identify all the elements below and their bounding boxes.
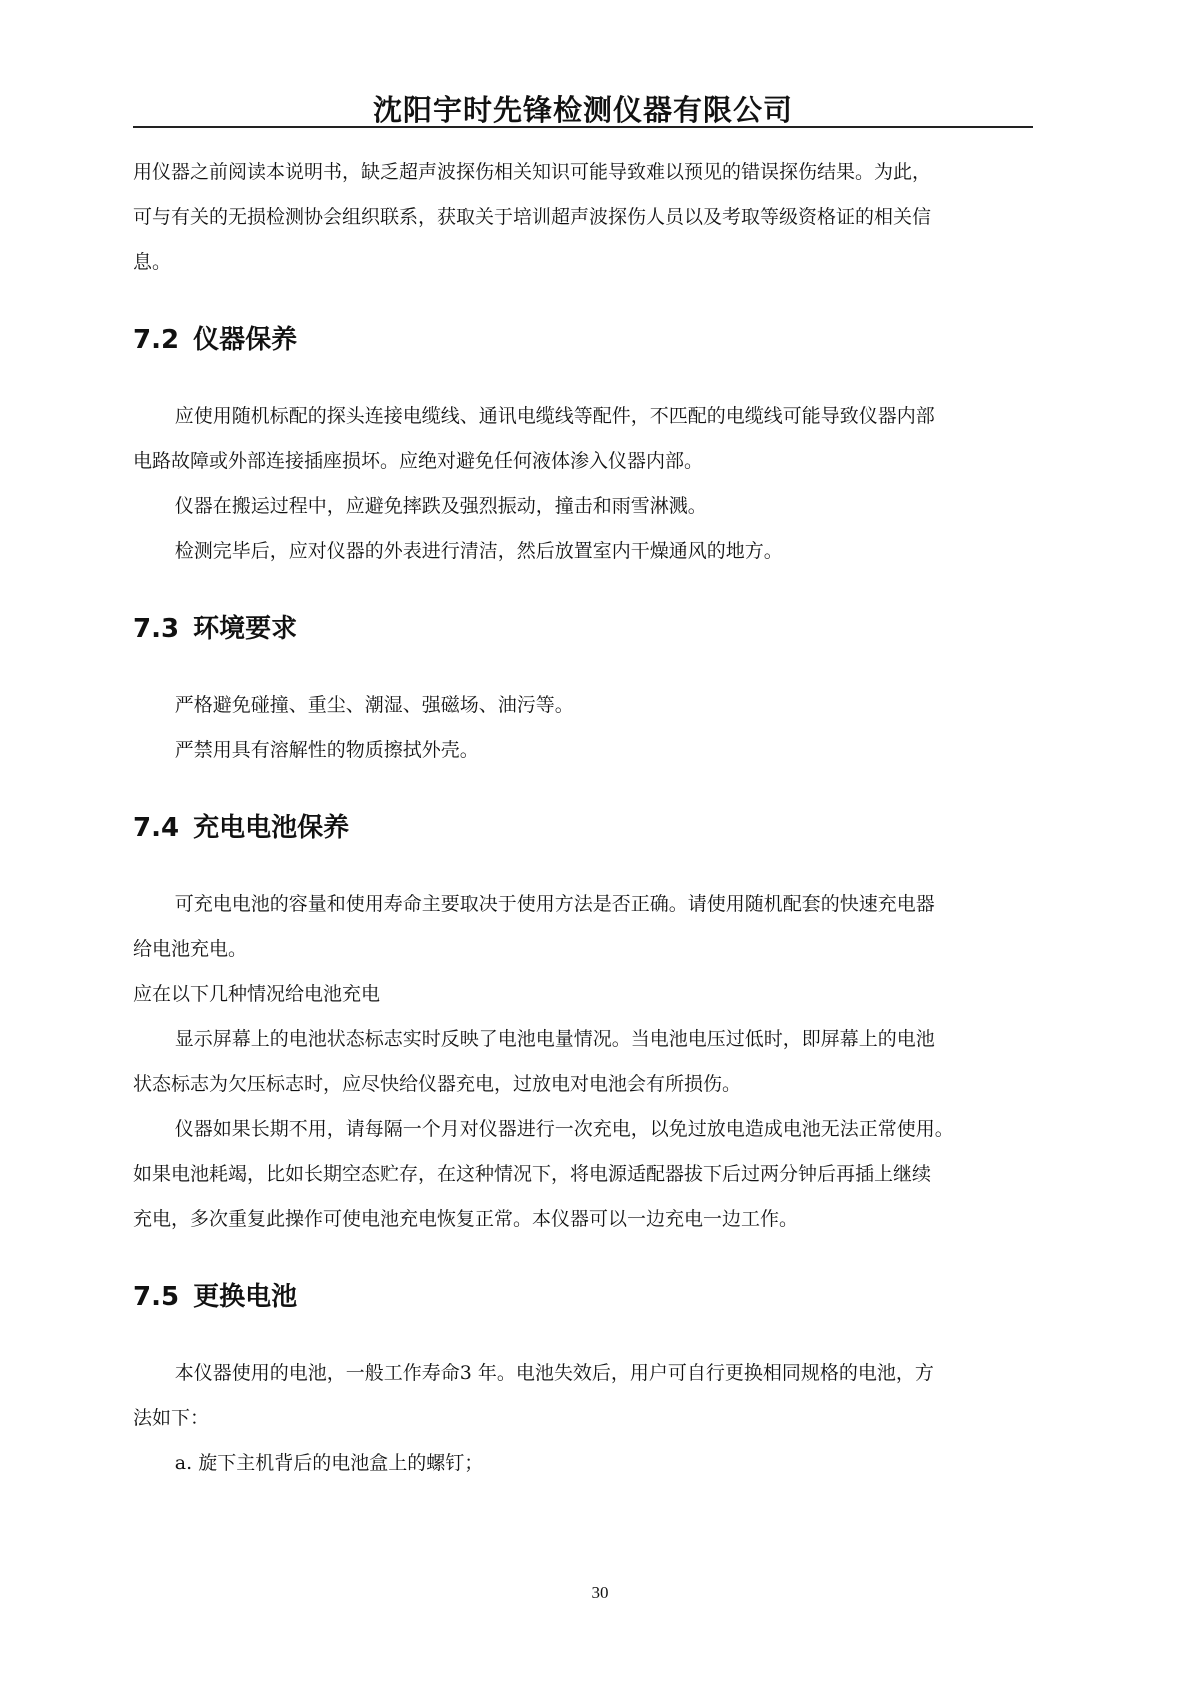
paragraph-line: 本仪器使用的电池，一般工作寿命3 年。电池失效后，用户可自行更换相同规格的电池，方 xyxy=(174,1362,934,1384)
intro-line: 息。 xyxy=(133,251,172,273)
section-number: 7.3 xyxy=(133,614,180,644)
paragraph-line: 检测完毕后，应对仪器的外表进行清洁，然后放置室内干燥通风的地方。 xyxy=(174,540,783,562)
section-title: 充电电池保养 xyxy=(193,813,350,843)
section-number: 7.5 xyxy=(133,1282,180,1312)
section-number: 7.4 xyxy=(133,813,180,843)
paragraph-line: 严禁用具有溶解性的物质擦拭外壳。 xyxy=(174,739,479,761)
paragraph-line: 可充电电池的容量和使用寿命主要取决于使用方法是否正确。请使用随机配套的快速充电器 xyxy=(174,893,935,915)
section-title: 仪器保养 xyxy=(193,325,298,355)
section-number: 7.2 xyxy=(133,325,180,355)
section-body-7-3 xyxy=(133,683,1033,773)
page-number: 30 xyxy=(591,1583,609,1602)
paragraph-line: 仪器在搬运过程中，应避免摔跌及强烈振动，撞击和雨雪淋溅。 xyxy=(174,495,707,517)
section-heading-7-3 xyxy=(133,609,1033,649)
intro-line: 用仪器之前阅读本说明书，缺乏超声波探伤相关知识可能导致难以预见的错误探伤结果。为此， xyxy=(133,161,932,183)
section-heading-7-5 xyxy=(133,1277,1033,1317)
paragraph-line: 充电，多次重复此操作可使电池充电恢复正常。本仪器可以一边充电一边工作。 xyxy=(133,1208,799,1230)
section-body-7-2 xyxy=(133,394,1033,574)
list-item: a. 旋下主机背后的电池盒上的螺钉； xyxy=(174,1452,484,1474)
paragraph-line: 显示屏幕上的电池状态标志实时反映了电池电量情况。当电池电压过低时，即屏幕上的电池 xyxy=(174,1028,935,1050)
paragraph-line: 状态标志为欠压标志时，应尽快给仪器充电，过放电对电池会有所损伤。 xyxy=(133,1073,742,1095)
paragraph-line: 电路故障或外部连接插座损坏。应绝对避免任何液体渗入仪器内部。 xyxy=(133,450,704,472)
paragraph-line: 应使用随机标配的探头连接电缆线、通讯电缆线等配件，不匹配的电缆线可能导致仪器内部 xyxy=(174,405,935,427)
paragraph-line: 给电池充电。 xyxy=(133,938,248,960)
section-body-7-4 xyxy=(133,882,1033,1242)
section-title: 环境要求 xyxy=(193,614,298,644)
section-heading-7-4 xyxy=(133,808,1033,848)
company-header: 沈阳宇时先锋检测仪器有限公司 xyxy=(372,93,793,127)
page-content xyxy=(133,150,1033,1486)
paragraph-line: 如果电池耗竭，比如长期空态贮存，在这种情况下，将电源适配器拔下后过两分钟后再插上继续 xyxy=(133,1163,932,1185)
section-body-7-5 xyxy=(133,1351,1033,1486)
paragraph-line: 应在以下几种情况给电池充电 xyxy=(133,983,381,1005)
intro-line: 可与有关的无损检测协会组织联系，获取关于培训超声波探伤人员以及考取等级资格证的相关信 xyxy=(133,206,932,228)
section-title: 更换电池 xyxy=(193,1282,298,1312)
header-divider xyxy=(133,126,1033,128)
paragraph-line: 严格避免碰撞、重尘、潮湿、强磁场、油污等。 xyxy=(174,694,574,716)
paragraph-line: 法如下： xyxy=(133,1407,210,1429)
section-heading-7-2 xyxy=(133,320,1033,360)
paragraph-line: 仪器如果长期不用，请每隔一个月对仪器进行一次充电，以免过放电造成电池无法正常使用。 xyxy=(174,1118,954,1140)
